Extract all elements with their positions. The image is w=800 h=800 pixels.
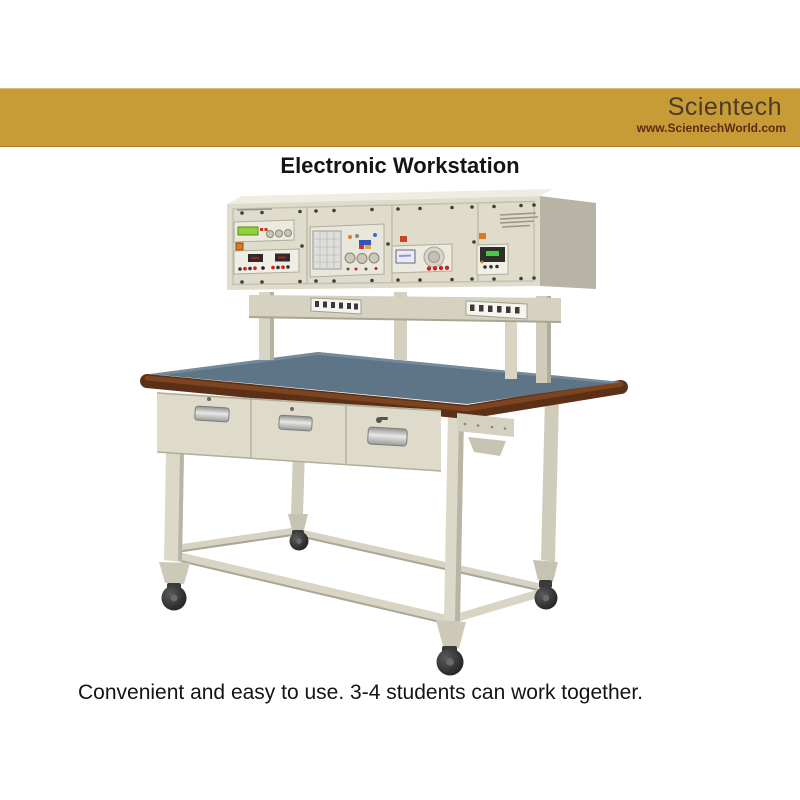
button[interactable] [483,265,487,269]
socket[interactable] [339,303,343,309]
foot-block [436,620,466,648]
socket[interactable] [331,302,335,308]
socket[interactable] [479,305,484,312]
socket[interactable] [488,306,493,313]
instrument-cabinet [227,189,596,290]
warning-label [479,233,486,239]
knob[interactable] [276,230,283,237]
foot-block [533,560,558,582]
knob[interactable] [345,253,355,263]
knob[interactable] [357,254,367,264]
brand-name: Scientech [667,93,782,121]
socket[interactable] [497,306,502,313]
button[interactable] [445,266,449,270]
keyhole [290,407,294,411]
knob[interactable] [369,253,379,263]
socket[interactable] [347,303,351,309]
foot-block [159,562,190,584]
knob[interactable] [267,231,274,238]
button[interactable] [427,266,431,270]
button[interactable] [439,266,443,270]
drawer-handle[interactable] [195,406,230,422]
drawer-handle[interactable] [279,415,313,431]
lcd-display [238,227,258,235]
power-outlet-strip [311,298,361,314]
knob[interactable] [285,230,292,237]
socket[interactable] [470,305,475,312]
warning-label [236,243,243,250]
function-generator-module [234,220,294,242]
cross-rails [176,531,547,625]
green-display [486,251,499,256]
oscilloscope-module [310,224,384,277]
brand-website: www.ScientechWorld.com [636,121,786,135]
page-title: Electronic Workstation [280,153,520,178]
socket[interactable] [315,301,319,307]
socket[interactable] [323,302,327,308]
caption-text: Convenient and easy to use. 3-4 students can work together. [78,681,644,704]
socket[interactable] [515,307,520,314]
button[interactable] [489,265,493,269]
warning-label [400,236,407,242]
socket[interactable] [506,307,511,314]
rear-right-leg [541,396,559,562]
button[interactable] [495,265,499,269]
drawer-handle[interactable] [367,427,407,446]
button[interactable] [433,266,437,270]
power-supply-module [234,249,299,274]
foot-block [288,514,308,530]
cabinet-side [540,196,596,289]
socket[interactable] [354,304,358,310]
side-tray [457,413,514,456]
keyhole [207,397,211,401]
